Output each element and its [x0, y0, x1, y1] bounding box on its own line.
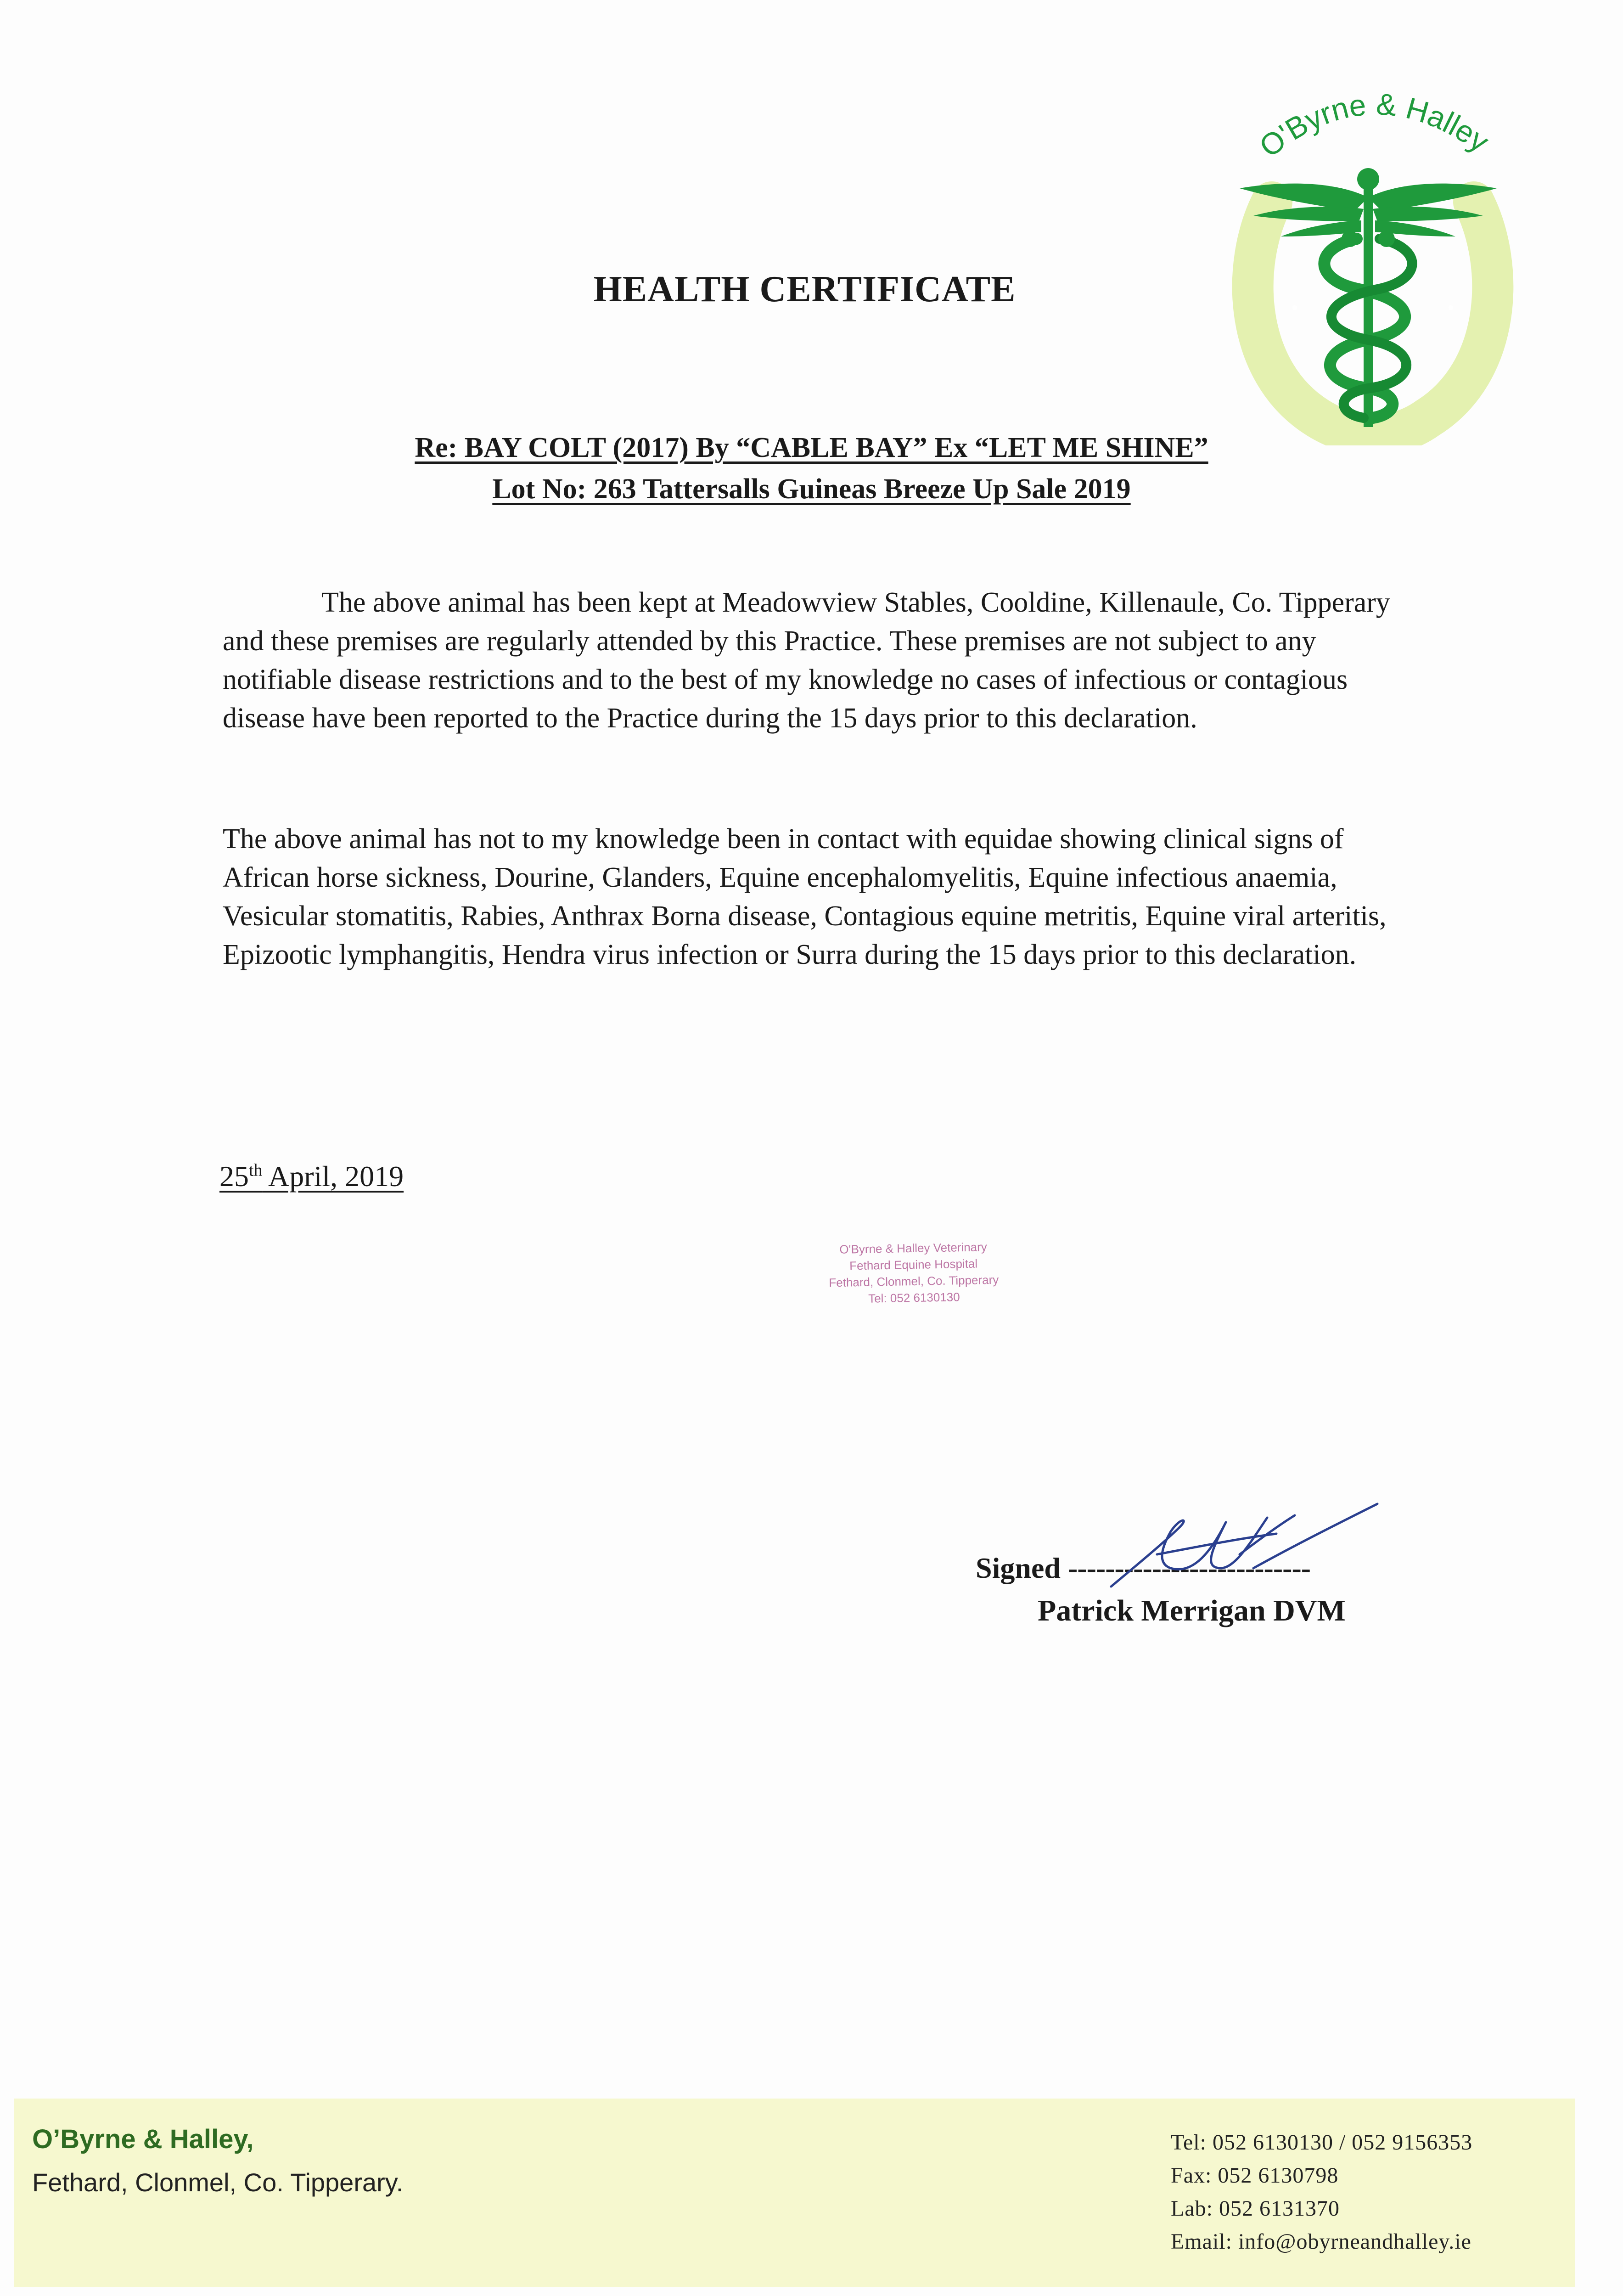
footer-practice-name: O’Byrne & Halley,: [32, 2124, 254, 2154]
date-suffix: th: [249, 1160, 263, 1180]
footer-address: Fethard, Clonmel, Co. Tipperary.: [32, 2168, 404, 2197]
practice-logo: [1203, 51, 1533, 445]
signature-line: --------------------------: [1067, 1552, 1311, 1584]
stamp-line: Tel: 052 6130130: [868, 1290, 960, 1306]
signature-graphic: [1102, 1490, 1387, 1600]
footer-fax: Fax: 052 6130798: [1171, 2163, 1339, 2188]
footer-lab: Lab: 052 6131370: [1171, 2196, 1340, 2221]
stamp-line: Fethard, Clonmel, Co. Tipperary: [829, 1272, 999, 1290]
handwritten-signature: [1102, 1490, 1387, 1600]
body-paragraph-contact: The above animal has not to my knowledge been in contact with equidae showing clinical signs of African horse sickness, Dourine, Glanders, Equine encephalomyelitis, Equine infectious anaemia, Vesicular stomatitis, Rabies, Anthrax Borna disease, Contagious equine metritis, Equine viral arteritis, Epizootic lymphangitis, Hendra virus infection or Surra during the 15 days prior to this declaration.: [223, 823, 1387, 970]
stamp-line: Fethard Equine Hospital: [849, 1256, 978, 1273]
reference-line-lot: Lot No: 263 Tattersalls Guineas Breeze Up Sale 2019: [492, 473, 1131, 505]
document-title: HEALTH CERTIFICATE: [593, 269, 1016, 310]
stamp-line: O'Byrne & Halley Veterinary: [839, 1240, 988, 1256]
reference-line-horse: Re: BAY COLT (2017) By “CABLE BAY” Ex “LET ME SHINE”: [415, 432, 1208, 463]
footer-contact-block: [1171, 2126, 1472, 2258]
footer-tel: Tel: 052 6130130 / 052 9156353: [1171, 2130, 1473, 2155]
body-paragraph-premises: The above animal has been kept at Meadowview Stables, Cooldine, Killenaule, Co. Tipperary and these premises are regularly attended by this Practice. These premises are not subject to any notifiable disease restrictions and to the best of my knowledge no cases of infectious or contagious disease have been reported to the Practice during the 15 days prior to this declaration.: [223, 587, 1390, 734]
practice-stamp: [785, 1238, 1043, 1308]
certificate-date: [219, 1159, 404, 1193]
signed-label: Signed: [976, 1552, 1061, 1584]
letterhead-footer: [14, 2099, 1575, 2287]
date-rest: April, 2019: [262, 1160, 404, 1193]
logo-brand-text: O'Byrne & Halley: [1253, 87, 1495, 164]
signer-name: Patrick Merrigan DVM: [1038, 1594, 1346, 1627]
footer-email: Email: info@obyrneandhalley.ie: [1171, 2229, 1471, 2254]
date-day: 25: [219, 1160, 249, 1193]
svg-text:O'Byrne & Halley: [1253, 87, 1495, 163]
caduceus-logo-graphic: [1203, 51, 1533, 445]
